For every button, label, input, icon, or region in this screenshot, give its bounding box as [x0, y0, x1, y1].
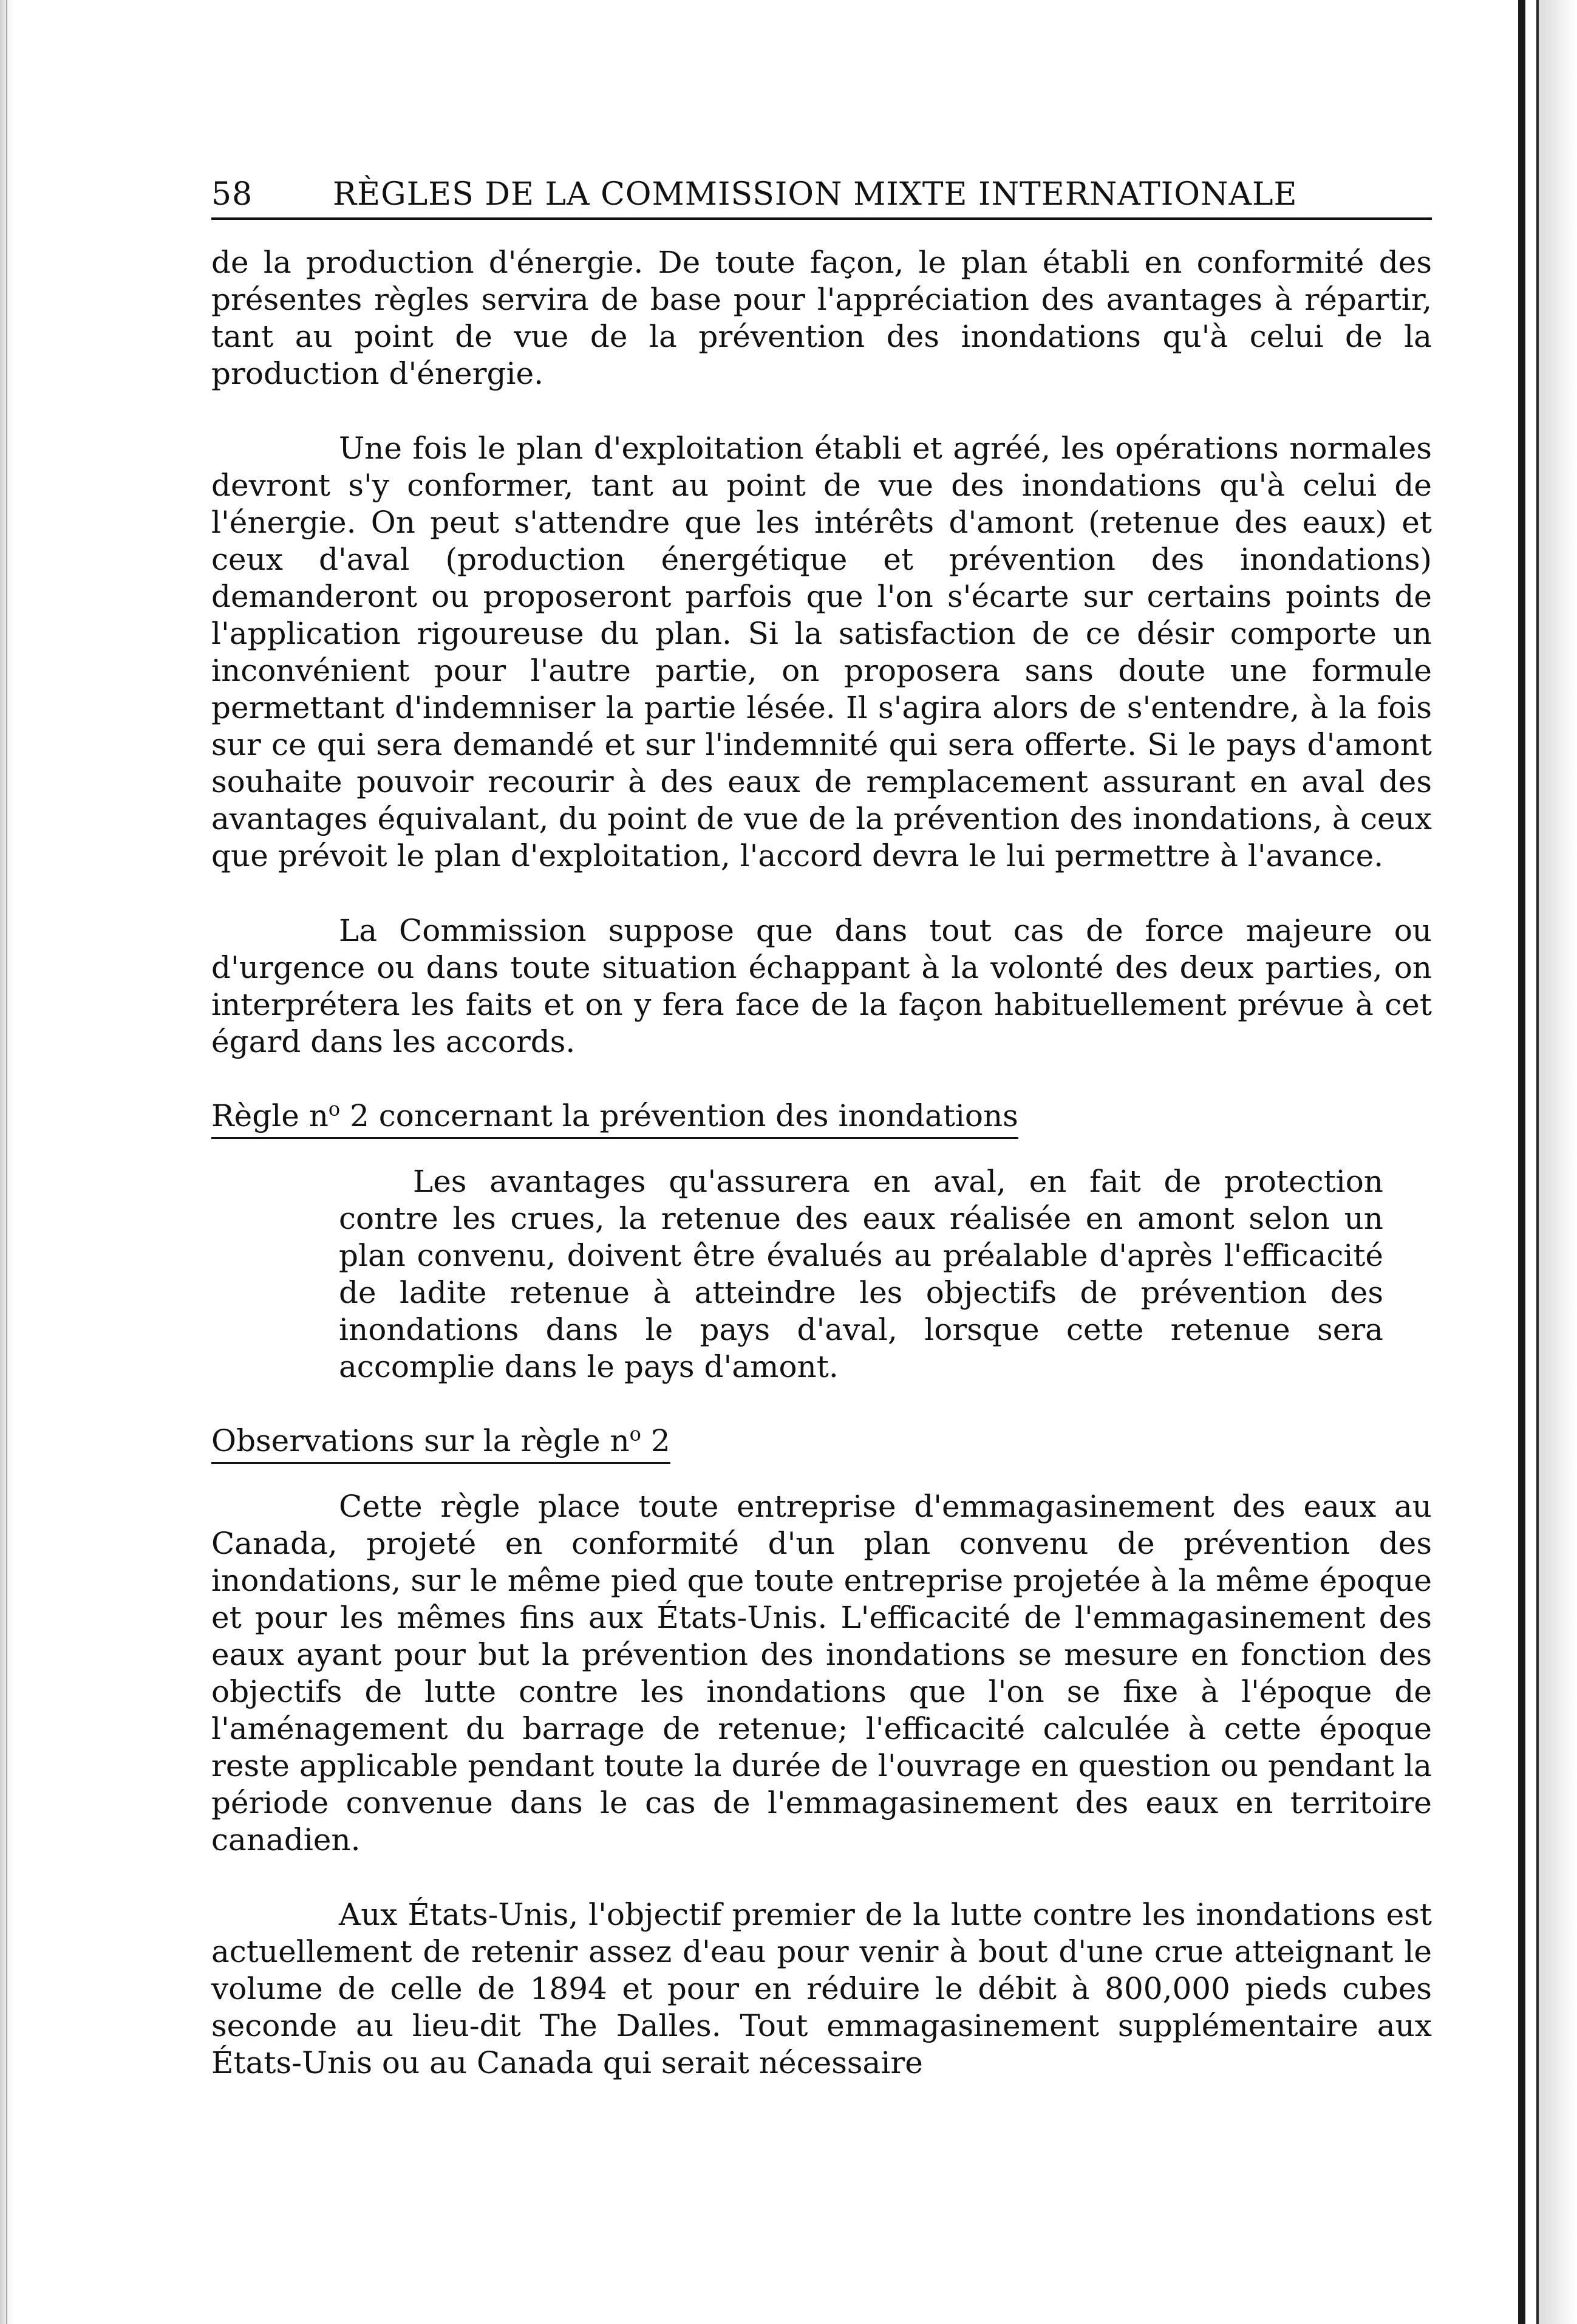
running-title: RÈGLES DE LA COMMISSION MIXTE INTERNATIONALE	[333, 176, 1298, 213]
spacer	[211, 1464, 1432, 1488]
rule-2-heading-prefix: Règle n	[211, 1098, 329, 1133]
rule-2-heading	[211, 1098, 1018, 1139]
spacer	[211, 220, 1432, 244]
spacer	[211, 1386, 1432, 1423]
paragraph-operating-plan: Une fois le plan d'exploitation établi et agréé, les opérations normales devront s'y conformer, tant au point de vue des inondations qu'à celui de l'énergie. On peut s'attendre que les intérêts d'amont (retenue des eaux) et ceux d'aval (production énergétique et prévention des inondations) demanderont ou proposeront parfois que l'on s'écarte sur certains points de l'application rigoureuse du plan. Si la satisfaction de ce désir comporte un inconvénient pour l'autre partie, on proposera sans doute une formule permettant d'indemniser la partie lésée. Il s'agira alors de s'entendre, à la fois sur ce qui sera demandé et sur l'indemnité qui sera offerte. Si le pays d'amont souhaite pouvoir recourir à des eaux de remplacement assurant en aval des avantages équivalant, du point de vue de la prévention des inondations, à ceux que prévoit le plan d'exploitation, l'accord devra le lui permettre à l'avance.	[211, 431, 1432, 873]
scan-left-edge-line	[6, 0, 7, 2324]
scan-right-shadow	[1539, 0, 1577, 2324]
rule-2-text: Les avantages qu'assurera en aval, en fait de protection contre les crues, la retenue des eaux réalisée en amont selon un plan convenu, doivent être évalués au préalable d'après l'efficacité de ladite retenue à atteindre les objectifs de prévention des inondations dans le pays d'aval, lorsque cette retenue sera accomplie dans le pays d'amont.	[339, 1164, 1383, 1384]
observations-heading-sup: o	[629, 1422, 641, 1446]
spacer	[211, 875, 1432, 912]
rule-2-heading-sup: o	[328, 1097, 341, 1121]
spacer	[211, 392, 1432, 430]
observations-heading-prefix: Observations sur la règle n	[211, 1423, 630, 1458]
observations-heading	[211, 1423, 670, 1464]
spacer	[211, 1859, 1432, 1896]
document-page	[211, 176, 1432, 2082]
spacer	[211, 1139, 1432, 1163]
paragraph-observations-2: Aux États-Unis, l'objectif premier de la lutte contre les inondations est actuellement de retenir assez d'eau pour venir à bout d'une crue atteignant le volume de celle de 1894 et pour en réduire le débit à 800,000 pieds cubes seconde au lieu-dit The Dalles. Tout emmagasinement supplémentaire aux États-Unis ou au Canada qui serait nécessaire	[211, 1897, 1432, 2080]
paragraph-observations-1: Cette règle place toute entreprise d'emmagasinement des eaux au Canada, projeté en conformité d'un plan convenu de prévention des inondations, sur le même pied que toute entreprise projetée à la même époque et pour les mêmes fins aux États-Unis. L'efficacité de l'emmagasinement des eaux ayant pour but la prévention des inondations se mesure en fonction des objectifs de lutte contre les inondations que l'on se fixe à l'époque de l'aménagement du barrage de retenue; l'efficacité calculée à cette époque reste applicable pendant toute la durée de l'ouvrage en question ou pendant la période convenue dans le cas de l'emmagasinement des eaux en territoire canadien.	[211, 1489, 1432, 1857]
observations-heading-suffix: 2	[641, 1423, 670, 1458]
paragraph-continued: de la production d'énergie. De toute façon, le plan établi en conformité des présentes règles servira de base pour l'appréciation des avantages à répartir, tant au point de vue de la prévention des inondations qu'à celui de la production d'énergie.	[211, 245, 1432, 391]
scan-right-binding-bar	[1518, 0, 1525, 2324]
spacer	[211, 1061, 1432, 1098]
page-header	[211, 176, 1432, 220]
paragraph-force-majeure: La Commission suppose que dans tout cas de force majeure ou d'urgence ou dans toute situation échappant à la volonté des deux parties, on interprétera les faits et on y fera face de la façon habituellement prévue à cet égard dans les accords.	[211, 913, 1432, 1059]
rule-2-heading-suffix: 2 concernant la prévention des inondations	[340, 1098, 1018, 1133]
page-number: 58	[211, 176, 253, 213]
rule-2-block	[339, 1163, 1383, 1386]
